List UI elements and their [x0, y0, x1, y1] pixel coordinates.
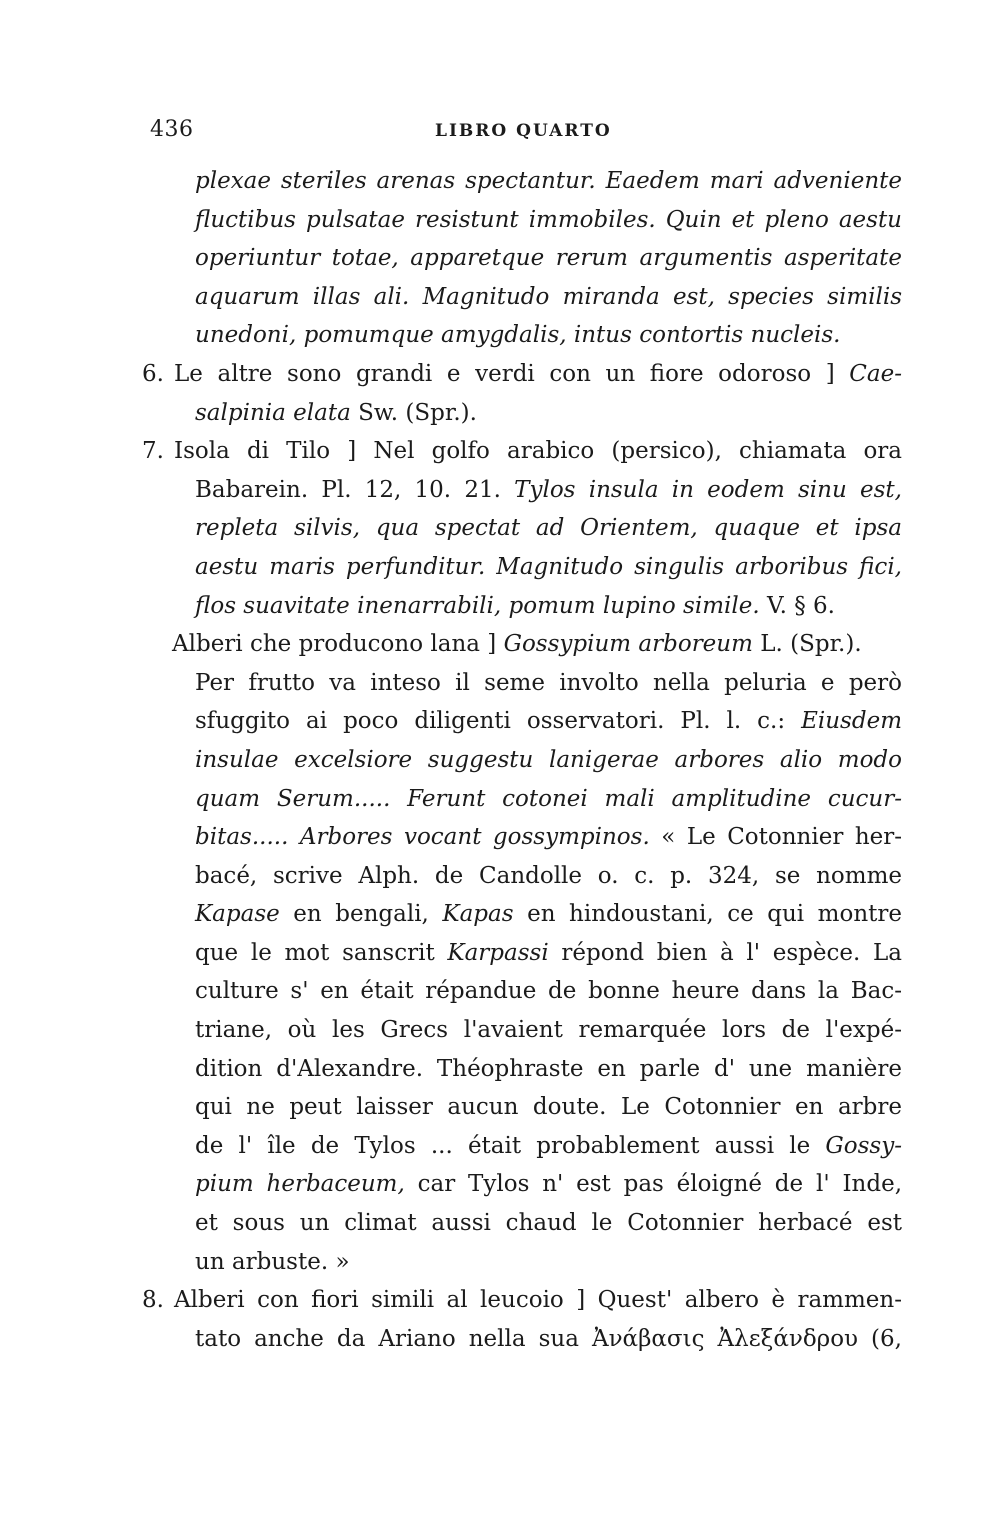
- italic-text: flos suavitate inenarrabili, pomum lupino simile.: [195, 592, 760, 619]
- text-segment: Sw. (Spr.).: [350, 399, 477, 426]
- text-line: [150, 1050, 902, 1089]
- running-title: LIBRO QUARTO: [435, 121, 612, 141]
- text-segment: triane, où les Grecs l'avaient remarquée lors de l'expé-: [195, 1017, 902, 1044]
- text-line: [150, 895, 902, 934]
- text-segment: sfuggito ai poco diligenti osservatori. Pl. l. c.:: [195, 708, 802, 735]
- note-number: 8.: [142, 1287, 164, 1314]
- text-line: [150, 780, 902, 819]
- text-segment: et sous un climat aussi chaud le Cotonnier herbacé est: [195, 1210, 902, 1237]
- text-line: [150, 1127, 902, 1166]
- text-line: [142, 1281, 902, 1320]
- italic-text: quam Serum..... Ferunt cotonei mali amplitudine cucur-: [195, 785, 902, 812]
- italic-text: aquarum illas ali. Magnitudo miranda est, species similis: [195, 283, 902, 310]
- italic-text: unedoni, pomumque amygdalis, intus contortis nucleis.: [195, 322, 841, 349]
- text-line: [150, 1243, 902, 1282]
- italic-text: operiuntur totae, apparetque rerum argumentis asperitate: [195, 245, 902, 272]
- text-line: [142, 432, 902, 471]
- text-segment: répond bien à l' espèce. La: [548, 939, 902, 966]
- text-line: [150, 587, 902, 626]
- italic-text: Kapase: [195, 901, 280, 928]
- italic-text: Tylos insula in eodem sinu est,: [514, 476, 902, 503]
- text-line: [150, 1320, 902, 1359]
- italic-text: pium herbaceum,: [195, 1171, 405, 1198]
- text-segment: Babarein. Pl. 12, 10. 21.: [195, 476, 515, 503]
- text-segment: Ἀνάβασις Ἀλεξάνδρου: [591, 1325, 859, 1352]
- text-segment: Isola di Tilo ] Nel golfo arabico (persico), chiamata ora: [174, 438, 902, 465]
- page-number: 436: [150, 117, 194, 142]
- text-segment: tato anche da Ariano nella sua: [195, 1325, 592, 1352]
- text-line: [150, 664, 902, 703]
- text-line: [150, 1011, 902, 1050]
- text-line: [150, 509, 902, 548]
- italic-text: bitas..... Arbores vocant gossympinos.: [195, 824, 650, 851]
- text-segment: Le altre sono grandi e verdi con un fiore odoroso ]: [174, 360, 850, 387]
- text-line: [150, 972, 902, 1011]
- text-line: [142, 355, 902, 394]
- text-segment: qui ne peut laisser aucun doute. Le Cotonnier en arbre: [195, 1094, 902, 1121]
- text-line: [150, 818, 902, 857]
- page-header: [150, 117, 890, 147]
- text-line: [150, 1165, 902, 1204]
- text-line: [150, 548, 902, 587]
- italic-text: Eiusdem: [801, 708, 902, 735]
- text-line: [150, 741, 902, 780]
- text-segment: bacé, scrive Alph. de Candolle o. c. p. 324, se nomme: [195, 862, 902, 889]
- italic-text: Kapas: [442, 901, 514, 928]
- text-segment: Alberi che producono lana ]: [172, 631, 504, 658]
- text-segment: (6,: [858, 1325, 902, 1352]
- text-segment: que le mot sanscrit: [195, 939, 448, 966]
- text-line: [150, 278, 902, 317]
- page-body: [142, 162, 903, 1358]
- italic-text: aestu maris perfunditur. Magnitudo singulis arboribus fici,: [195, 553, 902, 580]
- text-segment: en bengali,: [279, 901, 443, 928]
- text-segment: en hindoustani, ce qui montre: [513, 901, 902, 928]
- italic-text: Gossy-: [825, 1132, 902, 1159]
- text-line: [150, 394, 902, 433]
- italic-text: Karpassi: [447, 939, 549, 966]
- italic-text: Gossypium arboreum: [503, 631, 753, 658]
- italic-text: Cae-: [849, 360, 902, 387]
- text-line: [150, 625, 902, 664]
- note-number: 7.: [142, 438, 164, 465]
- text-segment: de l' île de Tylos ... était probablement aussi le: [195, 1132, 826, 1159]
- text-segment: car Tylos n' est pas éloigné de l' Inde,: [404, 1171, 903, 1198]
- text-line: [150, 162, 902, 201]
- italic-text: plexae steriles arenas spectantur. Eaedem mari adveniente: [195, 168, 902, 194]
- text-segment: dition d'Alexandre. Théophraste en parle d' une manière: [195, 1055, 902, 1082]
- text-segment: culture s' en était répandue de bonne heure dans la Bac-: [195, 978, 902, 1005]
- italic-text: insulae excelsiore suggestu lanigerae arbores alio modo: [195, 746, 902, 773]
- text-line: [150, 471, 902, 510]
- text-segment: un arbuste. »: [195, 1248, 350, 1275]
- italic-text: salpinia elata: [195, 399, 351, 426]
- italic-text: fluctibus pulsatae resistunt immobiles. Quin et pleno aestu: [195, 206, 902, 233]
- italic-text: repleta silvis, qua spectat ad Orientem, quaque et ipsa: [195, 515, 902, 542]
- note-number: 6.: [142, 360, 164, 387]
- text-line: [150, 857, 902, 896]
- text-line: [150, 1204, 902, 1243]
- text-segment: V. § 6.: [759, 592, 835, 619]
- text-segment: Alberi con fiori simili al leucoio ] Quest' albero è rammen-: [174, 1287, 902, 1314]
- text-line: [150, 702, 902, 741]
- text-segment: « Le Cotonnier her-: [649, 824, 903, 851]
- text-line: [150, 239, 902, 278]
- text-segment: L. (Spr.).: [752, 631, 862, 658]
- text-line: [150, 934, 902, 973]
- text-line: [150, 201, 902, 240]
- text-line: [150, 316, 902, 355]
- text-segment: Per frutto va inteso il seme involto nella peluria e però: [195, 669, 902, 696]
- text-line: [150, 1088, 902, 1127]
